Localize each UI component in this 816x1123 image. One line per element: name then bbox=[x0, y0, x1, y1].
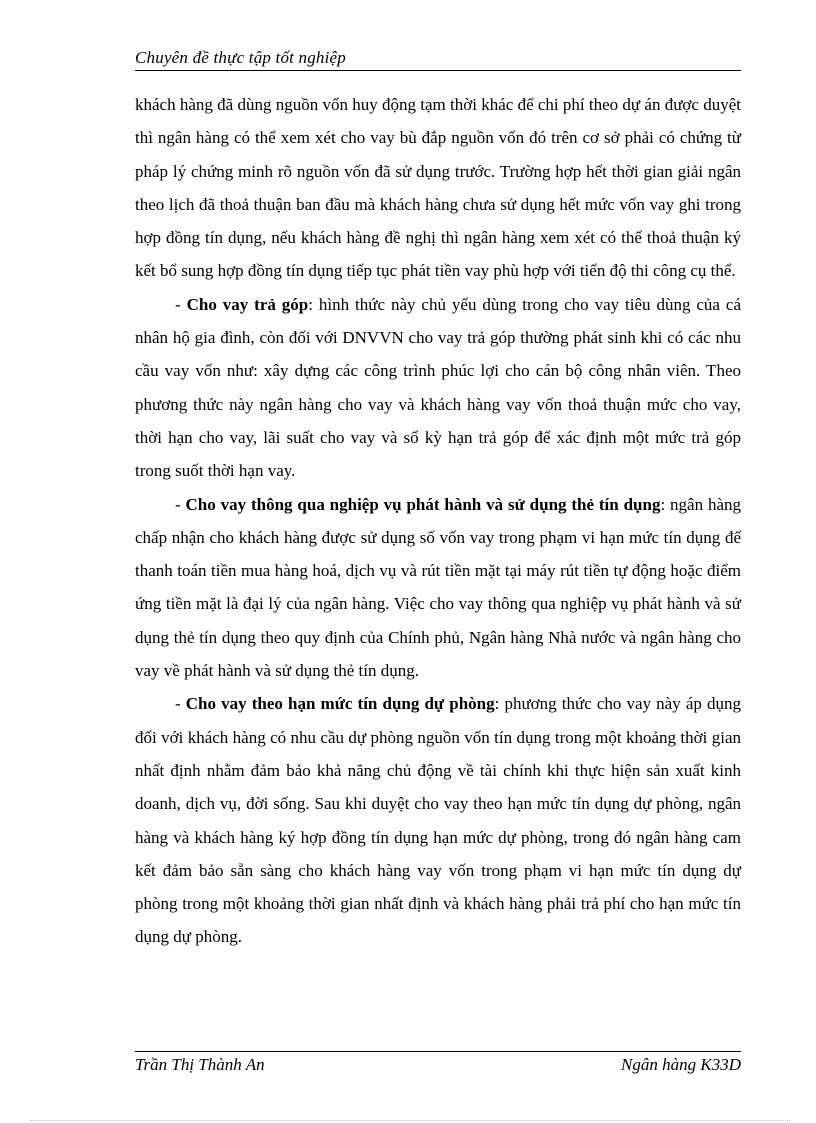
paragraph-installment-loan-text: : hình thức này chủ yếu dùng trong cho vay tiêu dùng của cá nhân hộ gia đình, còn đối với DNVVN cho vay trả góp thường phát sinh khi có các nhu cầu vay vốn như: xây dựng các công trình phúc lợi cho cán bộ công nhân viên. Theo phương thức này ngân hàng cho vay và khách hàng vay vốn thoả thuận mức cho vay, thời hạn cho vay, lãi suất cho vay và số kỳ hạn trả góp để xác định một mức trả góp trong suốt thời hạn vay. bbox=[135, 294, 741, 481]
footer-divider bbox=[135, 1051, 741, 1052]
term-standby-credit-loan: Cho vay theo hạn mức tín dụng dự phòng bbox=[185, 694, 495, 714]
footer-author: Trần Thị Thành An bbox=[135, 1055, 265, 1074]
paragraph-standby-credit-loan-text: : phương thức cho vay này áp dụng đối với khách hàng có nhu cầu dự phòng nguồn vốn tín dụng trong một khoảng thời gian nhất định nhằm đảm bảo khả năng chủ động về tài chính khi thực hiện sản xuất kinh doanh, dịch vụ, đời sống. Sau khi duyệt cho vay theo hạn mức tín dụng dự phòng, ngân hàng và khách hàng ký hợp đồng tín dụng hạn mức dự phòng, trong đó ngân hàng cam kết đảm bảo sẵn sàng cho khách hàng vay vốn trong phạm vi hạn mức tín dụng dự phòng trong một khoảng thời gian nhất định và khách hàng phải trả phí cho hạn mức tín dụng dự phòng. bbox=[135, 694, 742, 947]
term-credit-card-loan: Cho vay thông qua nghiệp vụ phát hành và sử dụng thẻ tín dụng bbox=[185, 494, 661, 514]
paragraph-standby-credit-loan bbox=[135, 687, 741, 953]
running-header-title: Chuyên đề thực tập tốt nghiệp bbox=[135, 48, 347, 67]
header-divider bbox=[135, 70, 741, 71]
paragraph-credit-card-loan-text: : ngân hàng chấp nhận cho khách hàng được sử dụng số vốn vay trong phạm vi hạn mức tín dụng để thanh toán tiền mua hàng hoá, dịch vụ và rút tiền mặt tại máy rút tiền tự động hoặc điểm ứng tiền mặt là đại lý của ngân hàng. Việc cho vay thông qua nghiệp vụ phát hành và sử dụng thẻ tín dụng theo quy định của Chính phủ, Ngân hàng Nhà nước và ngân hàng cho vay về phát hành và sử dụng thẻ tín dụng. bbox=[135, 494, 741, 681]
term-installment-loan: Cho vay trả góp bbox=[186, 294, 309, 314]
paragraph-installment-loan bbox=[135, 288, 741, 488]
paragraph-continuation: khách hàng đã dùng nguồn vốn huy động tạm thời khác để chi phí theo dự án được duyệt thì ngân hàng có thể xem xét cho vay bù đắp nguồn vốn đó trên cơ sở phải có chứng từ pháp lý chứng minh rõ nguồn vốn đã sử dụng trước. Trường hợp hết thời gian giải ngân theo lịch đã thoả thuận ban đầu mà khách hàng chưa sử dụng hết mức vốn vay ghi trong hợp đồng tín dụng, nếu khách hàng đề nghị thì ngân hàng xem xét có thể thoả thuận ký kết bổ sung hợp đồng tín dụng tiếp tục phát tiền vay phù hợp với tiến độ thi công cụ thể. bbox=[135, 95, 741, 281]
paragraph-credit-card-loan bbox=[135, 488, 741, 688]
list-dash: - bbox=[175, 294, 187, 314]
page-bottom-edge bbox=[30, 1120, 790, 1121]
list-dash: - bbox=[175, 494, 186, 514]
body-text bbox=[135, 88, 741, 954]
footer-class: Ngân hàng K33D bbox=[621, 1055, 741, 1074]
list-dash: - bbox=[175, 694, 186, 714]
